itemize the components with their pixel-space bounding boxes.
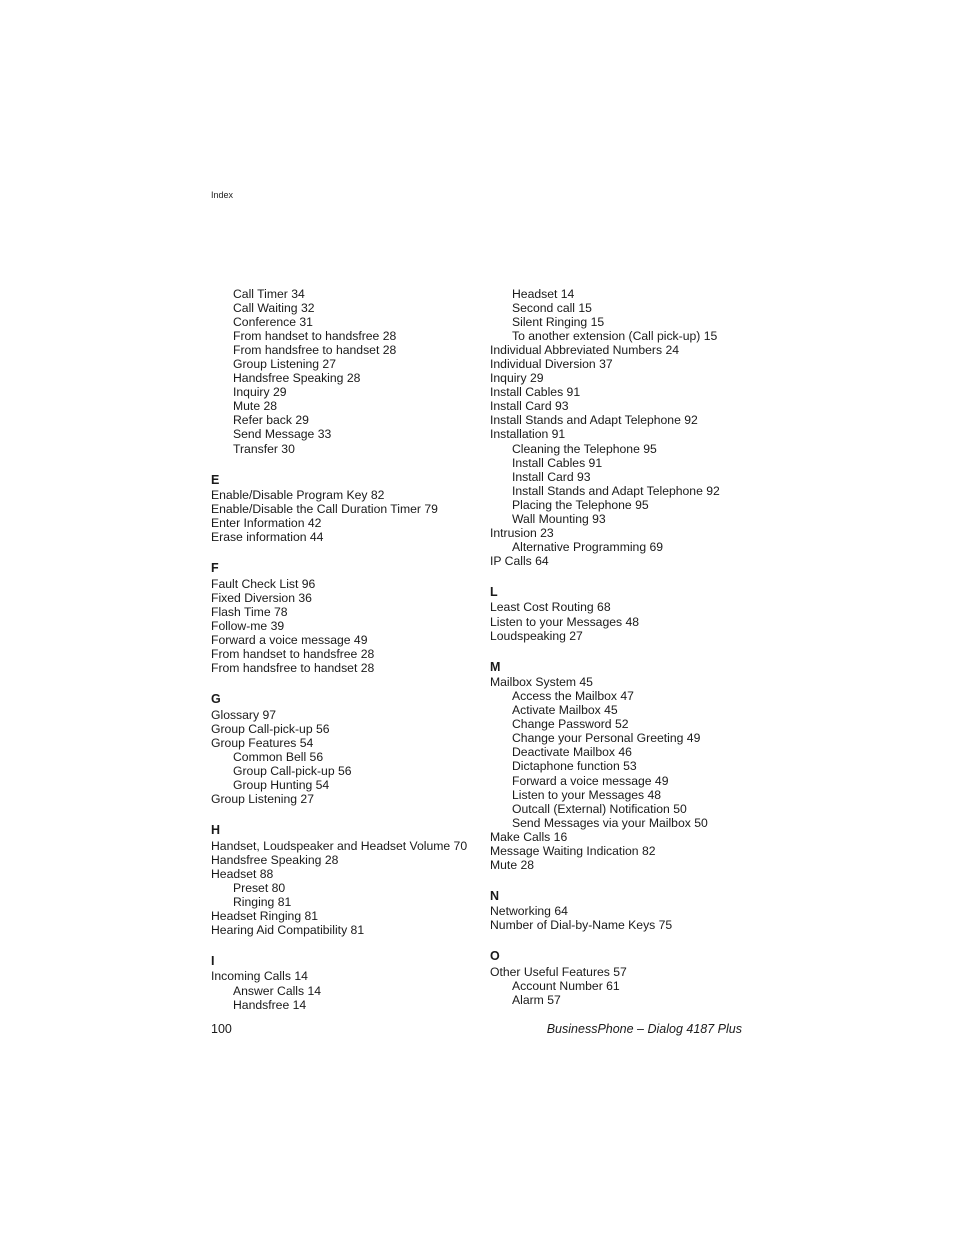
index-subentry: Group Listening 27: [233, 357, 336, 372]
index-subentry: Group Call-pick-up 56: [233, 763, 352, 778]
index-subentry: Install Card 93: [512, 469, 591, 484]
index-subentry: Answer Calls 14: [233, 983, 322, 998]
index-subentry: Transfer 30: [233, 441, 295, 456]
index-subentry: Alarm 57: [512, 993, 561, 1008]
index-entry: From handsfree to handset 28: [211, 661, 375, 676]
index-column-left: [211, 287, 481, 1012]
index-letter-heading: L: [490, 584, 498, 599]
index-entry: Group Call-pick-up 56: [211, 721, 330, 736]
index-subentry: Activate Mailbox 45: [512, 703, 618, 718]
index-entry: Enable/Disable Program Key 82: [211, 488, 385, 503]
index-entry: Forward a voice message 49: [211, 633, 368, 648]
index-subentry: Placing the Telephone 95: [512, 497, 649, 512]
index-subentry: Account Number 61: [512, 979, 620, 994]
index-entry: Message Waiting Indication 82: [490, 843, 656, 858]
index-subentry: Common Bell 56: [233, 749, 324, 764]
index-entry: Incoming Calls 14: [211, 969, 308, 984]
index-subentry: Install Stands and Adapt Telephone 92: [512, 483, 720, 498]
index-subentry: From handset to handsfree 28: [233, 329, 397, 344]
index-entry: Enter Information 42: [211, 516, 322, 531]
index-subentry: Change your Personal Greeting 49: [512, 731, 701, 746]
index-letter-heading: E: [211, 472, 220, 487]
running-header: Index: [211, 190, 234, 200]
index-entry: Individual Diversion 37: [490, 357, 613, 372]
index-subentry: Dictaphone function 53: [512, 759, 637, 774]
index-subentry: Listen to your Messages 48: [512, 787, 662, 802]
index-subentry: Preset 80: [233, 880, 286, 895]
index-entry: Handset, Loudspeaker and Headset Volume 70: [211, 838, 468, 853]
index-entry: Group Features 54: [211, 735, 314, 750]
index-entry: Hearing Aid Compatibility 81: [211, 922, 365, 937]
index-letter-heading: M: [490, 659, 501, 674]
index-subentry: Wall Mounting 93: [512, 511, 606, 526]
index-subentry: Forward a voice message 49: [512, 773, 669, 788]
index-entry: Individual Abbreviated Numbers 24: [490, 343, 680, 358]
index-letter-heading: N: [490, 888, 500, 903]
index-letter-heading: F: [211, 561, 219, 576]
index-letter-heading: G: [211, 692, 221, 707]
index-subentry: Send Messages via your Mailbox 50: [512, 815, 708, 830]
index-subentry: Outcall (External) Notification 50: [512, 801, 687, 816]
index-entry: Networking 64: [490, 904, 568, 919]
index-letter-heading: I: [211, 953, 215, 968]
index-subentry: Second call 15: [512, 301, 592, 316]
index-entry: Number of Dial-by-Name Keys 75: [490, 918, 673, 933]
index-subentry: Access the Mailbox 47: [512, 689, 634, 704]
index-subentry: Call Timer 34: [233, 287, 305, 301]
index-subentry: Deactivate Mailbox 46: [512, 745, 632, 760]
index-entry: Glossary 97: [211, 707, 277, 722]
index-entry: Least Cost Routing 68: [490, 600, 611, 615]
index-entry: Loudspeaking 27: [490, 628, 583, 643]
index-subentry: Handsfree 14: [233, 997, 307, 1012]
index-subentry: Headset 14: [512, 287, 575, 301]
index-entry: Install Card 93: [490, 399, 569, 414]
index-subentry: Ringing 81: [233, 894, 292, 909]
index-subentry: Handsfree Speaking 28: [233, 371, 361, 386]
index-subentry: Silent Ringing 15: [512, 315, 605, 330]
index-entry: Erase information 44: [211, 530, 324, 545]
index-subentry: Refer back 29: [233, 413, 309, 428]
index-entry: Flash Time 78: [211, 604, 288, 619]
index-subentry: Alternative Programming 69: [512, 539, 664, 554]
index-entry: Headset 88: [211, 866, 274, 881]
index-subentry: To another extension (Call pick-up) 15: [512, 329, 718, 344]
index-entry: Follow-me 39: [211, 618, 285, 633]
index-subentry: Install Cables 91: [512, 455, 603, 470]
index-entry: Handsfree Speaking 28: [211, 852, 339, 867]
index-column-right: [490, 287, 750, 1007]
index-entry: Mailbox System 45: [490, 675, 593, 690]
index-entry: Mute 28: [490, 857, 535, 872]
footer-document-title: BusinessPhone – Dialog 4187 Plus: [546, 1022, 742, 1036]
index-entry: Inquiry 29: [490, 371, 544, 386]
index-letter-heading: O: [490, 949, 500, 964]
index-subentry: From handsfree to handset 28: [233, 343, 397, 358]
index-entry: Fixed Diversion 36: [211, 590, 312, 605]
index-subentry: Conference 31: [233, 315, 313, 330]
index-entry: Intrusion 23: [490, 525, 554, 540]
index-entry: Make Calls 16: [490, 829, 568, 844]
index-subentry: Change Password 52: [512, 717, 629, 732]
index-letter-heading: H: [211, 823, 221, 838]
index-entry: Other Useful Features 57: [490, 965, 627, 980]
index-entry: Group Listening 27: [211, 792, 314, 806]
index-subentry: Group Hunting 54: [233, 777, 330, 792]
index-subentry: Inquiry 29: [233, 385, 287, 400]
index-subentry: Call Waiting 32: [233, 301, 315, 316]
index-entry: Fault Check List 96: [211, 576, 316, 591]
index-subentry: Cleaning the Telephone 95: [512, 441, 657, 456]
index-entry: Headset Ringing 81: [211, 908, 319, 923]
index-entry: Install Stands and Adapt Telephone 92: [490, 413, 698, 428]
index-entry: Install Cables 91: [490, 385, 581, 400]
index-entry: IP Calls 64: [490, 553, 549, 568]
index-entry: Enable/Disable the Call Duration Timer 79: [211, 502, 438, 517]
index-entry: From handset to handsfree 28: [211, 647, 375, 662]
index-subentry: Mute 28: [233, 399, 278, 414]
index-entry: Installation 91: [490, 427, 566, 442]
page-number: 100: [211, 1022, 232, 1036]
index-subentry: Send Message 33: [233, 427, 332, 442]
index-entry: Listen to your Messages 48: [490, 614, 640, 629]
